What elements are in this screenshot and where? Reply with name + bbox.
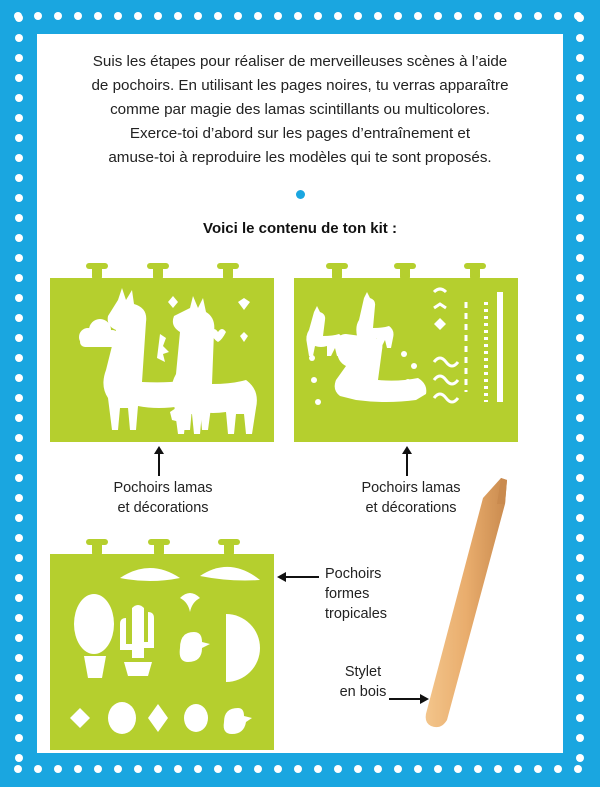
border-dot — [15, 374, 23, 382]
border-dot — [234, 12, 242, 20]
border-dot — [576, 314, 584, 322]
border-dot — [576, 694, 584, 702]
border-dot — [134, 12, 142, 20]
right-dot-border — [576, 14, 586, 774]
content-panel — [37, 34, 563, 753]
border-dot — [15, 114, 23, 122]
label-line: Pochoirs lamas — [361, 480, 461, 496]
label-llama-stencil-1 — [89, 478, 237, 518]
border-dot — [15, 434, 23, 442]
border-dot — [576, 234, 584, 242]
label-line: tropicales — [325, 606, 388, 622]
border-dot — [474, 12, 482, 20]
border-dot — [15, 354, 23, 362]
border-dot — [15, 94, 23, 102]
border-dot — [15, 314, 23, 322]
border-dot — [576, 534, 584, 542]
border-dot — [15, 574, 23, 582]
label-line: et décorations — [117, 500, 209, 516]
label-line: Stylet — [344, 664, 382, 680]
intro-line: Suis les étapes pour réaliser de merveilleuses scènes à l’aide — [92, 53, 508, 70]
border-dot — [15, 174, 23, 182]
border-dot — [15, 54, 23, 62]
border-dot — [15, 534, 23, 542]
label-line: Pochoirs lamas — [113, 480, 213, 496]
border-dot — [394, 12, 402, 20]
border-dot — [576, 134, 584, 142]
border-dot — [214, 765, 222, 773]
border-dot — [576, 154, 584, 162]
border-dot — [576, 754, 584, 762]
border-dot — [274, 765, 282, 773]
border-dot — [314, 765, 322, 773]
arrow-up-1 — [154, 446, 164, 476]
border-dot — [94, 12, 102, 20]
arrow-up-2 — [402, 446, 412, 476]
label-line: en bois — [339, 684, 387, 700]
border-dot — [576, 254, 584, 262]
border-dot — [15, 454, 23, 462]
border-dot — [15, 514, 23, 522]
border-dot — [576, 54, 584, 62]
border-dot — [154, 12, 162, 20]
border-dot — [334, 765, 342, 773]
border-dot — [576, 734, 584, 742]
border-dot — [174, 12, 182, 20]
separator-dot — [296, 190, 305, 199]
border-dot — [334, 12, 342, 20]
border-dot — [194, 12, 202, 20]
border-dot — [54, 765, 62, 773]
border-dot — [254, 12, 262, 20]
label-stylus — [327, 662, 399, 702]
border-dot — [576, 34, 584, 42]
border-dot — [174, 765, 182, 773]
border-dot — [534, 765, 542, 773]
border-dot — [574, 765, 582, 773]
border-dot — [15, 394, 23, 402]
border-dot — [234, 765, 242, 773]
border-dot — [454, 12, 462, 20]
border-dot — [576, 494, 584, 502]
border-dot — [15, 674, 23, 682]
border-dot — [15, 154, 23, 162]
llama-stencil-1 — [50, 262, 274, 442]
border-dot — [15, 494, 23, 502]
border-dot — [15, 194, 23, 202]
border-dot — [554, 765, 562, 773]
border-dot — [254, 765, 262, 773]
border-dot — [576, 454, 584, 462]
border-dot — [15, 594, 23, 602]
intro-paragraph — [67, 50, 533, 170]
intro-line: comme par magie des lamas scintillants ou multicolores. — [110, 101, 490, 118]
border-dot — [576, 114, 584, 122]
border-dot — [394, 765, 402, 773]
border-dot — [576, 654, 584, 662]
border-dot — [576, 174, 584, 182]
border-dot — [576, 74, 584, 82]
border-dot — [414, 765, 422, 773]
border-dot — [576, 354, 584, 362]
border-dot — [554, 12, 562, 20]
border-dot — [374, 12, 382, 20]
border-dot — [15, 294, 23, 302]
border-dot — [74, 765, 82, 773]
border-dot — [514, 12, 522, 20]
border-dot — [576, 274, 584, 282]
label-line: formes — [325, 586, 370, 602]
intro-line: de pochoirs. En utilisant les pages noires, tu verras apparaître — [91, 77, 509, 94]
border-dot — [354, 765, 362, 773]
border-dot — [576, 674, 584, 682]
border-dot — [434, 765, 442, 773]
border-dot — [414, 12, 422, 20]
border-dot — [574, 12, 582, 20]
border-dot — [154, 765, 162, 773]
llama-stencil-2 — [294, 262, 518, 442]
border-dot — [114, 765, 122, 773]
border-dot — [454, 765, 462, 773]
border-dot — [15, 654, 23, 662]
border-dot — [314, 12, 322, 20]
border-dot — [534, 12, 542, 20]
border-dot — [494, 12, 502, 20]
kit-title: Voici le contenu de ton kit : — [203, 220, 397, 237]
border-dot — [474, 765, 482, 773]
label-line: et décorations — [365, 500, 457, 516]
tropical-stencil — [50, 538, 274, 750]
border-dot — [576, 514, 584, 522]
border-dot — [576, 374, 584, 382]
border-dot — [576, 594, 584, 602]
border-dot — [15, 614, 23, 622]
bottom-dot-border — [14, 765, 586, 775]
border-dot — [15, 554, 23, 562]
border-dot — [14, 12, 22, 20]
border-dot — [34, 12, 42, 20]
border-dot — [15, 734, 23, 742]
left-dot-border — [15, 14, 25, 774]
border-dot — [15, 694, 23, 702]
border-dot — [214, 12, 222, 20]
border-dot — [54, 12, 62, 20]
border-dot — [294, 12, 302, 20]
border-dot — [576, 614, 584, 622]
border-dot — [15, 714, 23, 722]
border-dot — [114, 12, 122, 20]
border-dot — [15, 74, 23, 82]
border-dot — [194, 765, 202, 773]
border-dot — [15, 474, 23, 482]
border-dot — [15, 34, 23, 42]
intro-line: Exerce-toi d’abord sur les pages d’entraînement et — [129, 125, 471, 142]
border-dot — [15, 214, 23, 222]
border-dot — [576, 414, 584, 422]
border-dot — [576, 474, 584, 482]
border-dot — [514, 765, 522, 773]
border-dot — [94, 765, 102, 773]
border-dot — [15, 254, 23, 262]
border-dot — [15, 234, 23, 242]
label-line: Pochoirs — [325, 566, 382, 582]
border-dot — [15, 334, 23, 342]
border-dot — [576, 394, 584, 402]
border-dot — [576, 214, 584, 222]
border-dot — [576, 294, 584, 302]
border-dot — [494, 765, 502, 773]
border-dot — [15, 134, 23, 142]
intro-line: amuse-toi à reproduire les modèles qui te sont proposés. — [108, 149, 492, 166]
border-dot — [576, 334, 584, 342]
top-dot-border — [14, 12, 586, 22]
border-dot — [576, 714, 584, 722]
arrow-left-3 — [277, 572, 319, 582]
border-dot — [14, 765, 22, 773]
border-dot — [576, 634, 584, 642]
border-dot — [15, 414, 23, 422]
border-dot — [34, 765, 42, 773]
border-dot — [15, 634, 23, 642]
border-dot — [576, 554, 584, 562]
border-dot — [576, 94, 584, 102]
border-dot — [134, 765, 142, 773]
border-dot — [374, 765, 382, 773]
border-dot — [576, 194, 584, 202]
border-dot — [434, 12, 442, 20]
border-dot — [15, 754, 23, 762]
border-dot — [294, 765, 302, 773]
border-dot — [15, 274, 23, 282]
border-dot — [74, 12, 82, 20]
border-dot — [576, 434, 584, 442]
border-dot — [354, 12, 362, 20]
border-dot — [274, 12, 282, 20]
border-dot — [576, 574, 584, 582]
